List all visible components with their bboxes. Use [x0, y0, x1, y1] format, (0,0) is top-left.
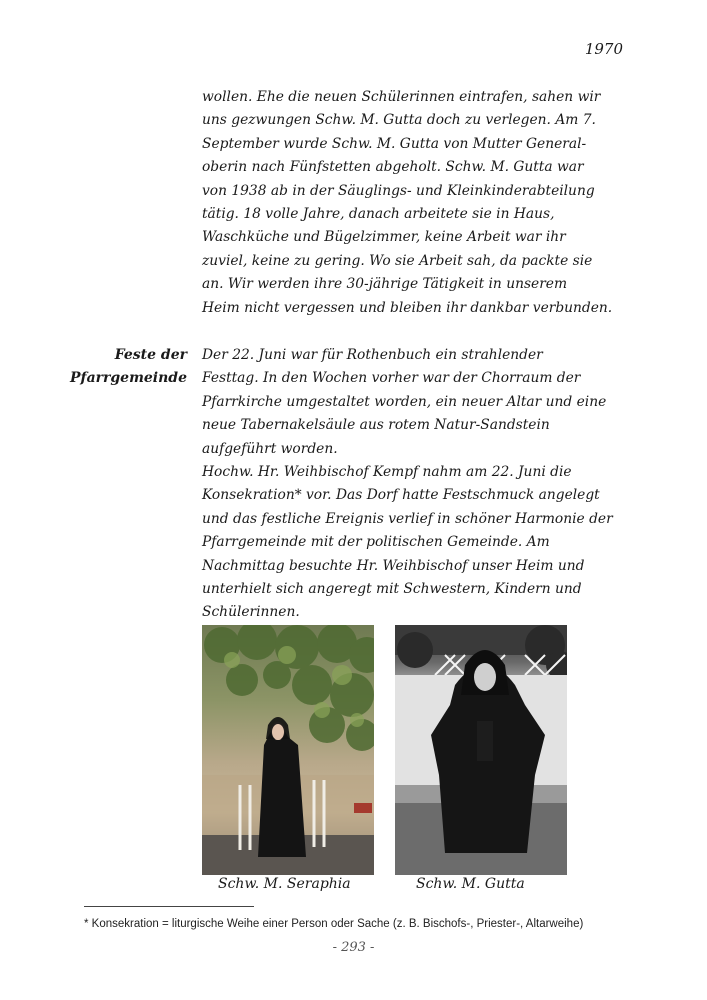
- text-line: Pfarrkirche umgestaltet worden, ein neuer Altar und eine: [202, 393, 607, 410]
- side-heading-line: Pfarrgemeinde: [70, 370, 187, 387]
- photo-caption-gutta: Schw. M. Gutta: [416, 876, 525, 892]
- text-line: Konsekration* vor. Das Dorf hatte Festschmuck angelegt: [202, 487, 600, 504]
- text-line: September wurde Schw. M. Gutta von Mutter General-: [202, 135, 587, 152]
- side-heading-line: Feste der: [114, 347, 187, 363]
- side-heading: [70, 344, 187, 391]
- text-line: von 1938 ab in der Säuglings- und Kleinkinderabteilung: [202, 182, 595, 199]
- text-line: tätig. 18 volle Jahre, danach arbeitete sie in Haus,: [202, 205, 555, 222]
- text-line: wollen. Ehe die neuen Schülerinnen eintrafen, sahen wir: [202, 89, 601, 105]
- text-line: Schülerinnen.: [202, 604, 300, 621]
- page-year: 1970: [584, 40, 623, 58]
- text-line: Nachmittag besuchte Hr. Weihbischof unser Heim und: [202, 557, 585, 574]
- text-line: oberin nach Fünfstetten abgeholt. Schw. M. Gutta war: [202, 159, 584, 176]
- text-line: Hochw. Hr. Weihbischof Kempf nahm am 22. Juni die: [202, 463, 572, 480]
- photo-gutta: [395, 625, 567, 875]
- photo-seraphia-illustration: [202, 625, 374, 875]
- text-line: uns gezwungen Schw. M. Gutta doch zu verlegen. Am 7.: [202, 112, 596, 129]
- text-line: neue Tabernakelsäule aus rotem Natur-Sandstein: [202, 417, 550, 434]
- text-line: Festtag. In den Wochen vorher war der Chorraum der: [202, 370, 581, 387]
- text-line: unterhielt sich angeregt mit Schwestern, Kindern und: [202, 580, 582, 597]
- text-line: aufgeführt worden.: [202, 440, 338, 457]
- text-line: an. Wir werden ihre 30-jährige Tätigkeit in unserem: [202, 276, 568, 293]
- paragraph-gutta: [202, 86, 632, 320]
- paragraph-feste: [202, 344, 632, 625]
- photo-gutta-illustration: [395, 625, 567, 875]
- photo-caption-seraphia: Schw. M. Seraphia: [218, 876, 351, 892]
- text-line: Heim nicht vergessen und bleiben ihr dankbar verbunden.: [202, 299, 613, 316]
- text-line: zuviel, keine zu gering. Wo sie Arbeit sah, da packte sie: [202, 252, 593, 269]
- footnote: * Konsekration = liturgische Weihe einer Person oder Sache (z. B. Bischofs-, Priester-, Altarweihe): [84, 918, 584, 930]
- page-number: - 293 -: [332, 940, 375, 955]
- text-line: Der 22. Juni war für Rothenbuch ein strahlender: [202, 347, 543, 363]
- footnote-divider: [84, 906, 254, 907]
- text-line: Waschküche und Bügelzimmer, keine Arbeit war ihr: [202, 229, 566, 246]
- text-line: Pfarrgemeinde mit der politischen Gemeinde. Am: [202, 534, 550, 551]
- text-line: und das festliche Ereignis verlief in schöner Harmonie der: [202, 510, 613, 527]
- photo-seraphia: [202, 625, 374, 875]
